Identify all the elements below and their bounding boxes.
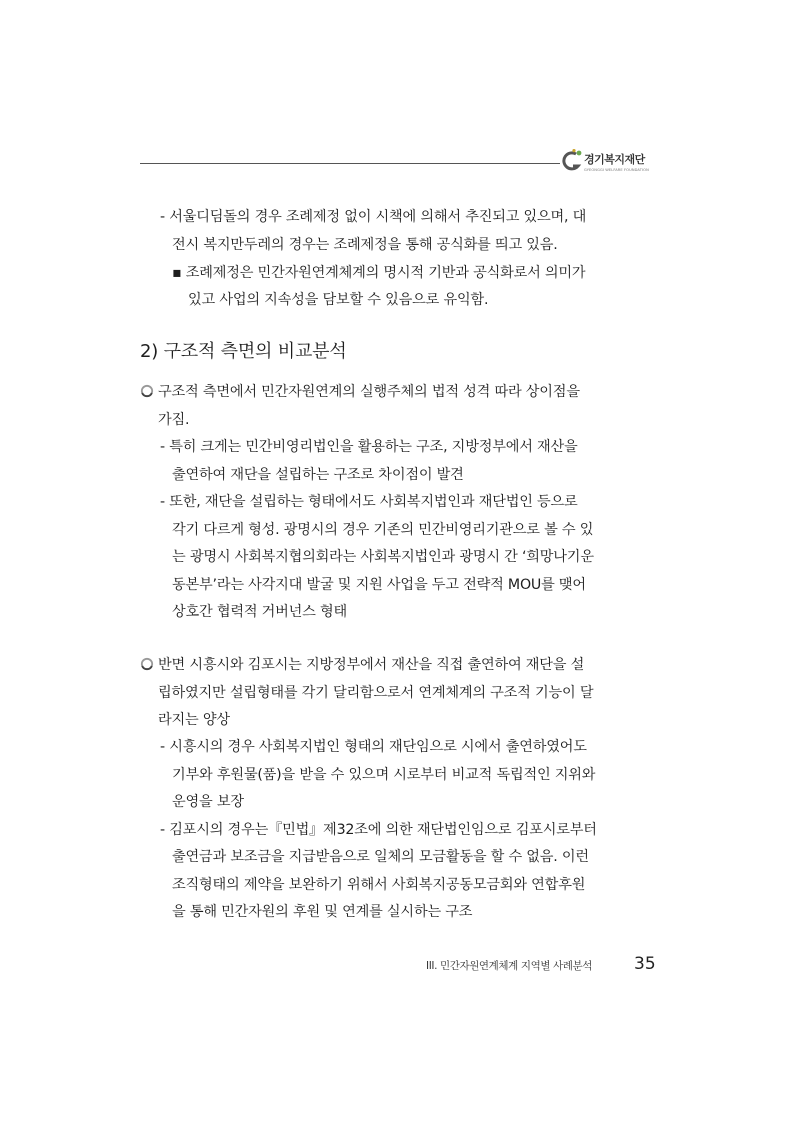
header-rule — [140, 163, 560, 164]
text-line: 을 통해 민간자원의 후원 및 연계를 실시하는 구조 — [172, 904, 473, 920]
text-line: 구조적 측면에서 민간자원연계의 실행주체의 법적 성격 따라 상이점을 — [158, 384, 580, 400]
text-line: 립하였지만 설립형태를 각기 달리함으로서 연계체계의 구조적 기능이 달 — [158, 685, 594, 701]
text-line: 기부와 후원물(품)을 받을 수 있으며 시로부터 비교적 독립적인 지위와 — [172, 767, 596, 783]
text-line: 조직형태의 제약을 보완하기 위해서 사회복지공동모금회와 연합후원 — [172, 877, 586, 893]
section-heading: 2) 구조적 측면의 비교분석 — [140, 341, 347, 362]
text-line: 는 광명시 사회복지협의회라는 사회복지법인과 광명시 간 ‘희망나기운 — [172, 549, 594, 565]
text-line: 동본부’라는 사각지대 발굴 및 지원 사업을 두고 전략적 MOU를 맺어 — [172, 577, 586, 593]
page-footer — [426, 954, 656, 976]
bullet-ring-icon — [140, 657, 154, 671]
text-line: - 시흥시의 경우 사회복지법인 형태의 재단임으로 시에서 출연하였어도 — [160, 739, 587, 755]
footer-chapter-title: III. 민간자원연계체계 지역별 사례분석 — [426, 960, 592, 972]
text-line: 운영을 보장 — [172, 794, 244, 810]
logo-subtext: GYEONGGI WELFARE FOUNDATION — [584, 168, 649, 172]
page-number: 35 — [634, 954, 656, 974]
foundation-logo — [562, 148, 662, 178]
text-line: 출연금과 보조금을 지급받음으로 일체의 모금활동을 할 수 없음. 이런 — [172, 849, 589, 865]
logo-text: 경기복지재단 — [584, 153, 645, 166]
text-line: 있고 사업의 지속성을 담보할 수 있음으로 유익함. — [188, 292, 489, 308]
text-line: 각기 다르게 형성. 광명시의 경우 기존의 민간비영리기관으로 볼 수 있 — [172, 522, 594, 538]
text-line: 라지는 양상 — [158, 712, 230, 728]
bullet-ring-icon — [140, 384, 154, 398]
text-line: 전시 복지만두레의 경우는 조례제정을 통해 공식화를 띄고 있음. — [172, 237, 558, 253]
text-line: 상호간 협력적 거버넌스 형태 — [172, 604, 347, 620]
text-line: 반면 시흥시와 김포시는 지방정부에서 재산을 직접 출연하여 재단을 설 — [158, 657, 585, 673]
text-line: 가짐. — [158, 412, 190, 428]
text-line: - 김포시의 경우는『민법』제32조에 의한 재단법인임으로 김포시로부터 — [160, 822, 597, 838]
text-line: ▪ 조례제정은 민간자원연계체계의 명시적 기반과 공식화로서 의미가 — [172, 265, 586, 281]
text-line: - 서울디딤돌의 경우 조례제정 없이 시책에 의해서 추진되고 있으며, 대 — [160, 209, 587, 225]
text-line: 출연하여 재단을 설립하는 구조로 차이점이 발견 — [172, 467, 464, 483]
text-line: - 또한, 재단을 설립하는 형태에서도 사회복지법인과 재단법인 등으로 — [160, 494, 578, 510]
text-line: - 특히 크게는 민간비영리법인을 활용하는 구조, 지방정부에서 재산을 — [160, 439, 578, 455]
logo-mark-icon — [562, 148, 584, 174]
